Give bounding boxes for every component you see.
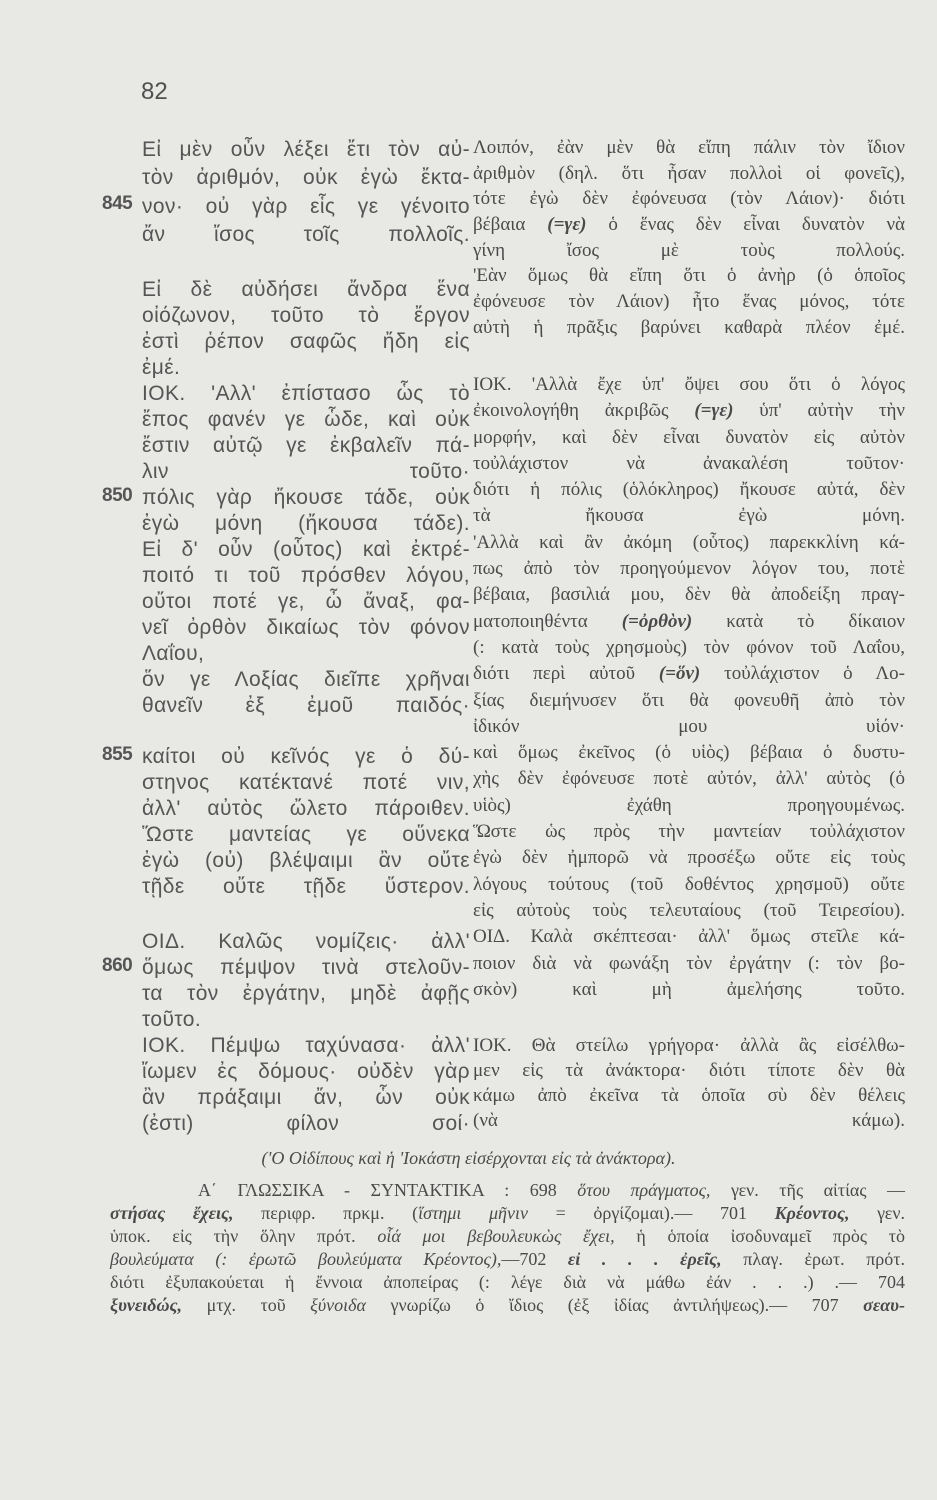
translation-line xyxy=(473,212,905,238)
text-run: ἐφόνευσε τὸν Λάιον) ἦτο ἕνας μόνος, τότε xyxy=(473,291,905,313)
text-run: τοὐλάχιστον ὁ Λο- xyxy=(700,663,905,685)
translation-line xyxy=(473,924,905,950)
verse-text: ποιτό τι τοῦ πρόσθεν λόγου, xyxy=(142,564,470,587)
translation-line xyxy=(473,688,905,714)
translation-line xyxy=(473,977,905,1003)
translation-line xyxy=(473,740,905,766)
translation-line xyxy=(473,1033,905,1058)
text-run: μορφήν, καὶ δὲν εἶναι δυνατὸν εἰς αὐτὸν xyxy=(473,426,905,448)
text-run: βέβαια, βασιλιά μου, δὲν θὰ ἀποδείξη πραγ- xyxy=(473,584,905,606)
verse-line xyxy=(142,1111,470,1137)
emphasis-run: εἰ . . . ἐρεῖς, xyxy=(567,1249,722,1269)
text-run: υἱὸς) ἐχάθη προηγουμένως. xyxy=(473,794,905,816)
verse-line xyxy=(142,589,470,615)
verse-line xyxy=(142,615,470,641)
verse-text: καίτοι οὐ κεῖνός γε ὁ δύ- xyxy=(142,745,470,768)
text-run: 'Εὰν ὅμως θὰ εἴπη ὅτι ὁ ἀνὴρ (ὁ ὁποῖος xyxy=(473,265,905,287)
verse-text: στηνος κατέκτανέ ποτέ νιν, xyxy=(142,771,470,794)
translation-line xyxy=(473,845,905,871)
emphasis-run: Κρέοντος, xyxy=(774,1203,850,1223)
emphasis-run: ξύνοιδα xyxy=(310,1295,366,1315)
verse-text: ΙΟΚ. Πέμψω ταχύνασα· ἀλλ' xyxy=(142,1034,470,1057)
emphasis-run: (=γε) xyxy=(547,214,587,236)
verse-text: ἔστιν αὐτῷ γε ἐκβαλεῖν πά- xyxy=(142,434,470,457)
translation-line xyxy=(473,425,905,451)
verse-line xyxy=(142,459,470,485)
verse-line xyxy=(142,136,470,164)
verse-line xyxy=(142,433,470,459)
line-number: 845 xyxy=(102,192,133,214)
verse-text: ἂν πράξαιμι ἄν, ὧν οὐκ xyxy=(142,1086,470,1109)
text-run: εἰς αὐτοὺς τοὺς τελευταίους (τοῦ Τειρεσίου). xyxy=(473,899,905,921)
footnote-line xyxy=(110,1294,905,1317)
text-run: (νὰ κάμω). xyxy=(473,1110,905,1131)
verse-text: ἐστὶ ῥέπον σαφῶς ἤδη εἰς xyxy=(142,330,470,353)
verse-text: Ὥστε μαντείας γε οὕνεκα xyxy=(142,823,470,846)
text-run: ξίας διεμήνυσεν ὅτι θὰ φονευθῆ ἀπὸ τὸν xyxy=(473,689,905,711)
text-run: ἡ ὁποία ἰσοδυναμεῖ πρὸς τὸ xyxy=(614,1226,905,1246)
verse-text: Εἰ δ' οὖν (οὗτος) καὶ ἐκτρέ- xyxy=(142,538,470,561)
text-run: τότε ἐγὼ δὲν ἐφόνευσα (τὸν Λάιον)· διότι xyxy=(473,188,905,210)
text-run: κατὰ τὸ δίκαιον xyxy=(692,610,905,632)
footnote-line xyxy=(110,1271,905,1294)
translation-line xyxy=(473,819,905,845)
text-run: Ὥστε ὡς πρὸς τὴν μαντείαν τοὐλάχιστον xyxy=(473,821,905,843)
text-run: Λοιπόν, ἐὰν μὲν θὰ εἴπη πάλιν τὸν ἴδιον xyxy=(473,137,905,158)
text-run: γνωρίζω ὁ ἴδιος (ἐξ ἰδίας ἀντιλήψεως).— 707 xyxy=(365,1295,864,1315)
translation-line xyxy=(473,898,905,924)
text-run: σκὸν) καὶ μὴ ἀμελήσης τοῦτο. xyxy=(473,978,905,1000)
verse-paragraph xyxy=(102,929,470,1137)
verse-line xyxy=(142,329,470,355)
translation-line xyxy=(473,556,905,582)
verse-text: οἰόζωνον, τοῦτο τὸ ἔργον xyxy=(142,304,470,327)
translation-line xyxy=(473,186,905,212)
verse-text: ἄν ἴσος τοῖς πολλοῖς. xyxy=(142,222,470,246)
verse-line xyxy=(142,1033,470,1059)
verse-line xyxy=(102,485,470,511)
verse-text: ΟΙΔ. Καλῶς νομίζεις· ἀλλ' xyxy=(142,930,470,953)
verse-line xyxy=(142,277,470,303)
translation-line xyxy=(473,398,905,424)
translation-line xyxy=(473,530,905,556)
footnote-line xyxy=(110,1179,905,1202)
verse-line xyxy=(142,693,470,719)
verse-line xyxy=(142,874,470,900)
stage-direction: ('Ο Οἰδίπους καὶ ἡ 'Ιοκάστη εἰσέρχονται εἰς τὰ ἀνάκτορα). xyxy=(261,1148,676,1168)
translation-paragraph xyxy=(473,135,905,341)
translation-line xyxy=(473,372,905,398)
verse-text: Εἰ μὲν οὖν λέξει ἔτι τὸν αὐ- xyxy=(142,138,470,161)
verse-text: (ἐστι) φίλον σοί· xyxy=(142,1112,470,1135)
footnotes xyxy=(110,1179,905,1317)
translation-line xyxy=(473,635,905,661)
emphasis-run: ὅτου πράγματος, xyxy=(577,1180,711,1200)
translation-line xyxy=(473,582,905,608)
verse-paragraph xyxy=(102,744,470,900)
verse-line xyxy=(102,744,470,770)
footnote-line xyxy=(110,1248,905,1271)
emphasis-run: ἵστημι μῆνιν xyxy=(418,1203,528,1223)
emphasis-run: (=ὀρθὸν) xyxy=(621,610,693,632)
translation-line xyxy=(473,451,905,477)
text-run: ποιον διὰ νὰ φωνάξη τὸν ἐργάτην (: τὸν βο- xyxy=(473,952,905,974)
translation-paragraph xyxy=(473,372,905,1003)
translation-line xyxy=(473,238,905,264)
verse-text: τοῦτο. xyxy=(142,1008,202,1031)
verse-line xyxy=(142,537,470,563)
verse-line xyxy=(142,981,470,1007)
translation-paragraph xyxy=(473,1033,905,1133)
line-number: 850 xyxy=(102,485,133,506)
text-run: = ὀργίζομαι).— 701 xyxy=(527,1203,775,1223)
emphasis-run: ξυνειδώς, xyxy=(110,1295,183,1315)
translation-line xyxy=(473,503,905,529)
text-run: διότι περὶ αὐτοῦ xyxy=(473,663,659,685)
text-run: ΙΟΚ. Θὰ στείλω γρήγορα· ἀλλὰ ἂς εἰσέλθω- xyxy=(473,1035,905,1056)
text-run: γεν. τῆς αἰτίας — xyxy=(710,1180,906,1200)
footnote-line xyxy=(110,1202,905,1225)
verse-line xyxy=(142,221,470,249)
verse-text: τὸν ἀριθμόν, οὐκ ἐγὼ ἔκτα- xyxy=(142,166,470,190)
translation-line xyxy=(473,766,905,792)
translation-line xyxy=(473,315,905,341)
text-run: πλαγ. ἐρωτ. πρότ. xyxy=(721,1249,905,1269)
emphasis-run: βουλεύματα (: ἐρωτῶ βουλεύματα Κρέοντος), xyxy=(110,1249,502,1269)
translation-line xyxy=(473,289,905,315)
text-run: 'Αλλὰ καὶ ἂν ἀκόμη (οὗτος) παρεκκλίνη κά- xyxy=(473,531,905,553)
verse-line xyxy=(142,770,470,796)
text-run: μτχ. τοῦ xyxy=(182,1295,311,1315)
verse-line xyxy=(142,381,470,407)
text-run: μεν εἰς τὰ ἀνάκτορα· διότι τίποτε δὲν θὰ xyxy=(473,1060,905,1081)
verse-text: ἴωμεν ἐς δόμους· οὐδὲν γὰρ xyxy=(142,1060,470,1083)
emphasis-run: (=ὅν) xyxy=(658,663,701,685)
emphasis-run: σεαυ- xyxy=(863,1295,905,1315)
footnote-line xyxy=(110,1225,905,1248)
verse-line xyxy=(142,355,470,381)
verse-text: ΙΟΚ. 'Αλλ' ἐπίστασο ὧς τὸ xyxy=(142,382,470,405)
text-run: διότι ἡ πόλις (ὁλόκληρος) ἤκουσε αὐτά, δὲν xyxy=(473,479,905,501)
translation-line xyxy=(473,1083,905,1108)
text-run: ἐγὼ δὲν ἠμπορῶ νὰ προσέξω οὔτε εἰς τοὺς xyxy=(473,847,905,869)
text-run: αὐτὴ ἡ πρᾶξις βαρύνει καθαρὰ πλέον ἐμέ. xyxy=(473,316,905,338)
emphasis-run: (=γε) xyxy=(694,400,734,422)
translation-line xyxy=(473,263,905,289)
verse-line xyxy=(142,164,470,192)
text-run: Α΄ ΓΛΩΣΣΙΚΑ - ΣΥΝΤΑΚΤΙΚΑ : 698 xyxy=(198,1180,578,1200)
verse-text: θανεῖν ἐξ ἐμοῦ παιδός· xyxy=(142,694,470,717)
text-run: τὰ ἤκουσα ἐγὼ μόνη. xyxy=(473,505,905,527)
verse-text: ἐγὼ (οὐ) βλέψαιμι ἂν οὔτε xyxy=(142,849,470,872)
verse-text: ἀλλ' αὐτὸς ὤλετο πάροιθεν. xyxy=(142,797,470,820)
verse-line xyxy=(142,641,470,667)
line-number: 855 xyxy=(102,744,133,765)
verse-line xyxy=(102,955,470,981)
verse-text: νον· οὐ γὰρ εἷς γε γένοιτο xyxy=(142,194,470,218)
verse-line xyxy=(142,822,470,848)
verse-line xyxy=(142,1007,470,1033)
text-run: ὁ ἕνας δὲν εἶναι δυνατὸν νὰ xyxy=(586,214,905,236)
page-number: 82 xyxy=(141,78,168,105)
emphasis-run: στήσας ἔχεις, xyxy=(110,1203,234,1223)
text-run: ἰδικόν μου υἱόν· xyxy=(473,715,905,737)
text-run: ἀριθμὸν (δηλ. ὅτι ἦσαν πολλοὶ οἱ φονεῖς), xyxy=(473,162,905,184)
translation-line xyxy=(473,714,905,740)
translation-line xyxy=(473,793,905,819)
text-run: κάμω ἀπὸ ἐκεῖνα τὰ ὁποῖα σὺ δὲν θέλεις xyxy=(473,1085,905,1106)
translation-line xyxy=(473,161,905,187)
text-run: χὴς δὲν ἐφόνευσε ποτὲ αὐτόν, ἀλλ' αὐτὸς (ὁ xyxy=(473,768,905,790)
text-run: ὑπ' αὐτὴν τὴν xyxy=(733,400,905,422)
translation-line xyxy=(473,1108,905,1133)
text-run: διότι ἐξυπακούεται ἡ ἔννοια ἀποπείρας (: λέγε διὰ νὰ μάθω ἐάν . . .) .— 704 xyxy=(110,1272,905,1292)
text-run: περιφρ. πρκμ. ( xyxy=(233,1203,419,1223)
text-run: ὑποκ. εἰς τὴν ὅλην πρότ. xyxy=(110,1226,378,1246)
verse-line xyxy=(102,192,470,221)
verse-paragraph xyxy=(102,277,470,719)
text-run: ΙΟΚ. 'Αλλὰ ἔχε ὑπ' ὄψει σου ὅτι ὁ λόγος xyxy=(473,374,905,395)
verse-text: ἔπος φανέν γε ὧδε, καὶ οὐκ xyxy=(142,408,470,431)
verse-text: Λαΐου, xyxy=(142,642,205,665)
verse-line xyxy=(142,407,470,433)
line-number: 860 xyxy=(102,955,133,976)
translation-line xyxy=(473,609,905,635)
verse-line xyxy=(142,1059,470,1085)
verse-text: ὅν γε Λοξίας διεῖπε χρῆναι xyxy=(142,668,470,691)
translation-line xyxy=(473,477,905,503)
text-run: ἐκοινολογήθη ἀκριβῶς xyxy=(473,400,695,422)
text-run: ματοποιηθέντα xyxy=(473,610,622,632)
text-run: βέβαια xyxy=(473,214,548,236)
verse-line xyxy=(142,303,470,329)
verse-text: ὅμως πέμψον τινὰ στελοῦν- xyxy=(142,956,470,979)
verse-line xyxy=(142,563,470,589)
translation-line xyxy=(473,135,905,161)
text-run: ΟΙΔ. Καλὰ σκέπτεσαι· ἀλλ' ὅμως στεῖλε κά- xyxy=(473,926,905,948)
text-run: καὶ ὅμως ἐκεῖνος (ὁ υἱὸς) βέβαια ὁ δυστυ- xyxy=(473,742,905,764)
verse-text: ἐμέ. xyxy=(142,356,181,379)
emphasis-run: οἷά μοι βεβουλευκὼς ἔχει, xyxy=(377,1226,615,1246)
translation-line xyxy=(473,951,905,977)
text-run: (: κατὰ τοὺς χρησμοὺς) τὸν φόνον τοῦ Λαΐου, xyxy=(473,636,905,658)
verse-text: πόλις γὰρ ἤκουσε τάδε, οὐκ xyxy=(142,486,470,509)
verse-text: νεῖ ὀρθὸν δικαίως τὸν φόνον xyxy=(142,616,470,639)
translation-line xyxy=(473,1058,905,1083)
text-run: γίνη ἴσος μὲ τοὺς πολλούς. xyxy=(473,239,905,261)
verse-line xyxy=(142,929,470,955)
verse-text: οὔτοι ποτέ γε, ὦ ἄναξ, φα- xyxy=(142,590,470,613)
text-run: γεν. xyxy=(849,1203,906,1223)
verse-line xyxy=(142,1085,470,1111)
verse-paragraph xyxy=(102,136,470,249)
text-run: πως ἀπὸ τὸν προηγούμενον λόγον του, ποτὲ xyxy=(473,558,905,580)
verse-text: ἐγὼ μόνη (ἤκουσα τάδε). xyxy=(142,512,470,535)
verse-text: λιν τοῦτο· xyxy=(142,460,470,483)
verse-line xyxy=(142,796,470,822)
verse-line xyxy=(142,848,470,874)
translation-line xyxy=(473,872,905,898)
verse-text: τῇδε οὔτε τῇδε ὕστερον. xyxy=(142,875,470,898)
text-run: λόγους τούτους (τοῦ δοθέντος χρησμοῦ) οὔτε xyxy=(473,873,905,895)
text-run: —702 xyxy=(501,1249,568,1269)
text-run: τοὐλάχιστον νὰ ἀνακαλέση τοῦτον· xyxy=(473,452,905,474)
verse-line xyxy=(142,667,470,693)
verse-text: Εἰ δὲ αὐδήσει ἄνδρα ἕνα xyxy=(142,278,470,301)
verse-line xyxy=(142,511,470,537)
verse-text: τα τὸν ἐργάτην, μηδὲ ἀφῇς xyxy=(142,982,470,1005)
translation-line xyxy=(473,661,905,687)
